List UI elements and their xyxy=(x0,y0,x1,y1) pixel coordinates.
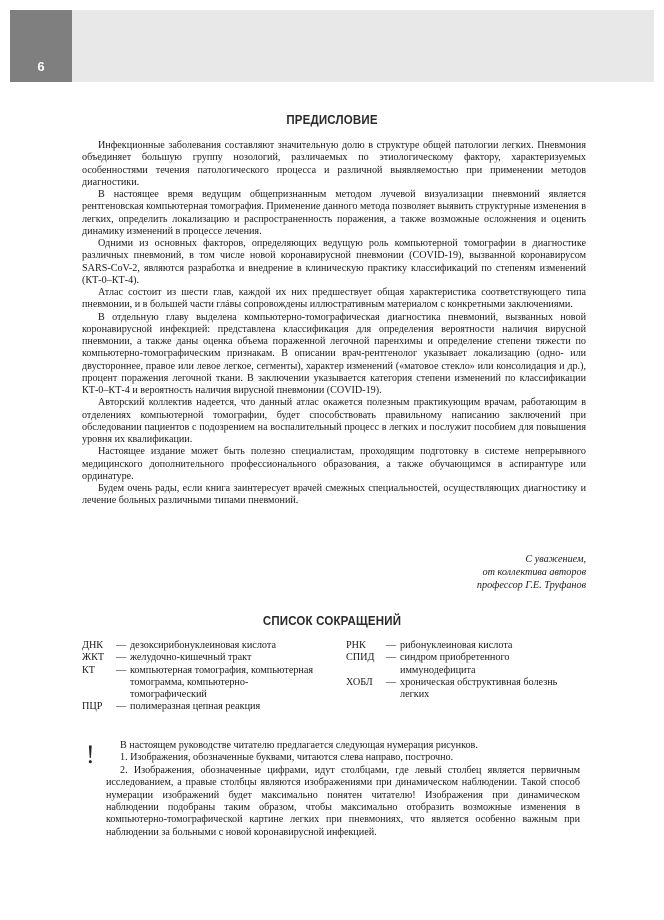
abbreviations-right-column xyxy=(346,640,584,701)
preface-paragraph: Настоящее издание может быть полезно специалистам, проходящим подготовку в системе непрерывного медицинского дополнительного профессионального образования, а также обучающимся в аспирантуре или ординатуре. xyxy=(82,446,586,482)
abbreviation-term: СПИД xyxy=(346,652,375,664)
abbreviations-left-column xyxy=(82,640,332,714)
abbreviation-definition: компьютерная томография, компьютерная томограмма, компьютерно-томографический xyxy=(130,664,314,701)
abbreviation-definition: синдром приобретенного иммунодефицита xyxy=(400,652,510,676)
preface-paragraph: Атлас состоит из шести глав, каждой их них предшествует общая характеристика соответствующего типа пневмонии, и в большей части глáвы сопровождены иллюстративным материалом с конкретными заключениями. xyxy=(82,287,586,311)
abbreviation-definition: полимеразная цепная реакция xyxy=(130,701,261,713)
preface-body xyxy=(82,140,586,508)
note-paragraph: 2. Изображения, обозначенные цифрами, идут столбцами, где левый столбец является первичным исследованием, а правые столбцы являются изображениями при динамическом наблюдении. Такой способ нумерации изображений будет максимально понятен читателю! Изображения при динамическом наблюдении подобраны таким образом, чтобы максимально отобразить возможные изменения в компьютерно-томографической картине легких при пневмониях, что является особенно важным при наблюдении за больными с новой коронавирусной инфекцией. xyxy=(106,764,580,838)
abbreviation-dash: — xyxy=(116,701,127,713)
preface-paragraph: В отдельную главу выделена компьютерно-томографическая диагностика пневмоний, вызванных новой коронавирусной инфекцией: представлена классификация для определения вероятности наличия вирусной пневмонии, а также даны оценка объема пораженной легочной паренхимы и определение степени тяжести по компьютерно-томографическим признакам. В описании врач-рентгенолог указывает локализацию (одно- или двустороннее, правое или левое легкое, сегменты), характер изменений («матовое стекло» или консолидация и др.), процент поражения легочной ткани. В заключении указывается категория степени изменений по классификации КТ-0–КТ-4 и вероятность наличия вирусной пневмонии (COVID-19). xyxy=(82,311,586,396)
signature xyxy=(286,553,586,592)
note-paragraph: В настоящем руководстве читателю предлагается следующая нумерация рисунков. xyxy=(120,740,478,751)
preface-paragraph: Будем очень рады, если книга заинтересует врачей смежных специальностей, осуществляющих диагностику и лечение больных различными типами пневмоний. xyxy=(82,483,586,507)
abbreviation-definition: желудочно-кишечный тракт xyxy=(130,652,252,664)
page-number: 6 xyxy=(37,59,45,74)
abbreviation-term: ХОБЛ xyxy=(346,676,373,688)
preface-title: ПРЕДИСЛОВИЕ xyxy=(286,113,378,127)
note-paragraph: 1. Изображения, обозначенные буквами, читаются слева направо, построчно. xyxy=(120,752,454,764)
preface-paragraph: Инфекционные заболевания составляют значительную долю в структуре общей патологии легких. Пневмония объединяет большую группу нозологий, различаемых по этиологическому фактору, характеризуемых особенностями течения патологического процесса и различной выявляемостью при применении методов диагностики. xyxy=(82,140,586,188)
abbreviation-definition: хроническая обструктивная болезнь легких xyxy=(400,676,558,701)
preface-paragraph: Одними из основных факторов, определяющих ведущую роль компьютерной томографии в диагностике различных пневмоний, в том числе новой коронавирусной пневмонии (COVID-19), вызванной коронавирусом SARS-CoV-2, являются разработка и внедрение в клиническую практику классификаций по степеням изменений (КТ-0–КТ-4). xyxy=(82,238,586,286)
abbreviation-dash: — xyxy=(116,640,127,651)
abbreviation-term: ДНК xyxy=(82,640,104,651)
figure-numbering-note xyxy=(106,740,580,839)
abbreviation-term: РНК xyxy=(346,640,366,651)
abbreviation-definition: рибонуклеиновая кислота xyxy=(400,640,513,651)
abbreviation-entry xyxy=(82,640,332,652)
abbreviation-entry xyxy=(346,652,584,677)
abbreviation-term: КТ xyxy=(82,664,96,676)
preface-paragraph: Авторский коллектив надеется, что данный атлас окажется полезным практикующим врачам, работающим в отделениях компьютерной томографии, будет способствовать правильному написанию заключений при обследовании пациентов с подозрением на воспалительный процесс в легких и послужит пособием для повышения уровня их квалификации. xyxy=(82,397,586,445)
abbreviation-entry xyxy=(82,665,332,702)
abbreviation-dash: — xyxy=(386,652,397,664)
abbreviation-entry xyxy=(82,652,332,664)
signature-line: от коллектива авторов xyxy=(482,567,586,578)
abbreviation-entry xyxy=(346,677,584,702)
abbreviation-definition: дезоксирибонуклеиновая кислота xyxy=(130,640,276,651)
page-header-bar xyxy=(10,10,654,82)
signature-line: профессор Г.Е. Труфанов xyxy=(476,580,586,591)
abbreviation-term: ПЦР xyxy=(82,701,103,713)
abbreviations-title: СПИСОК СОКРАЩЕНИЙ xyxy=(262,614,402,628)
page-number-box xyxy=(10,10,72,82)
abbreviation-entry xyxy=(346,640,584,652)
abbreviation-dash: — xyxy=(116,652,127,664)
preface-paragraph: В настоящее время ведущим общепризнанным методом лучевой визуализации пневмоний является рентгеновская компьютерная томография. Применение данного метода позволяет выявить структурные изменения в легких, определить локализацию и распространенность поражения, а также возможные осложнения и оценить динамику изменений в процессе лечения. xyxy=(82,189,586,237)
abbreviation-term: ЖКТ xyxy=(82,652,105,664)
abbreviation-entry xyxy=(82,701,332,713)
abbreviation-dash: — xyxy=(386,676,397,688)
exclamation-icon: ! xyxy=(86,740,95,769)
abbreviation-dash: — xyxy=(116,664,127,676)
signature-line: С уважением, xyxy=(525,554,586,565)
abbreviation-dash: — xyxy=(386,640,397,651)
